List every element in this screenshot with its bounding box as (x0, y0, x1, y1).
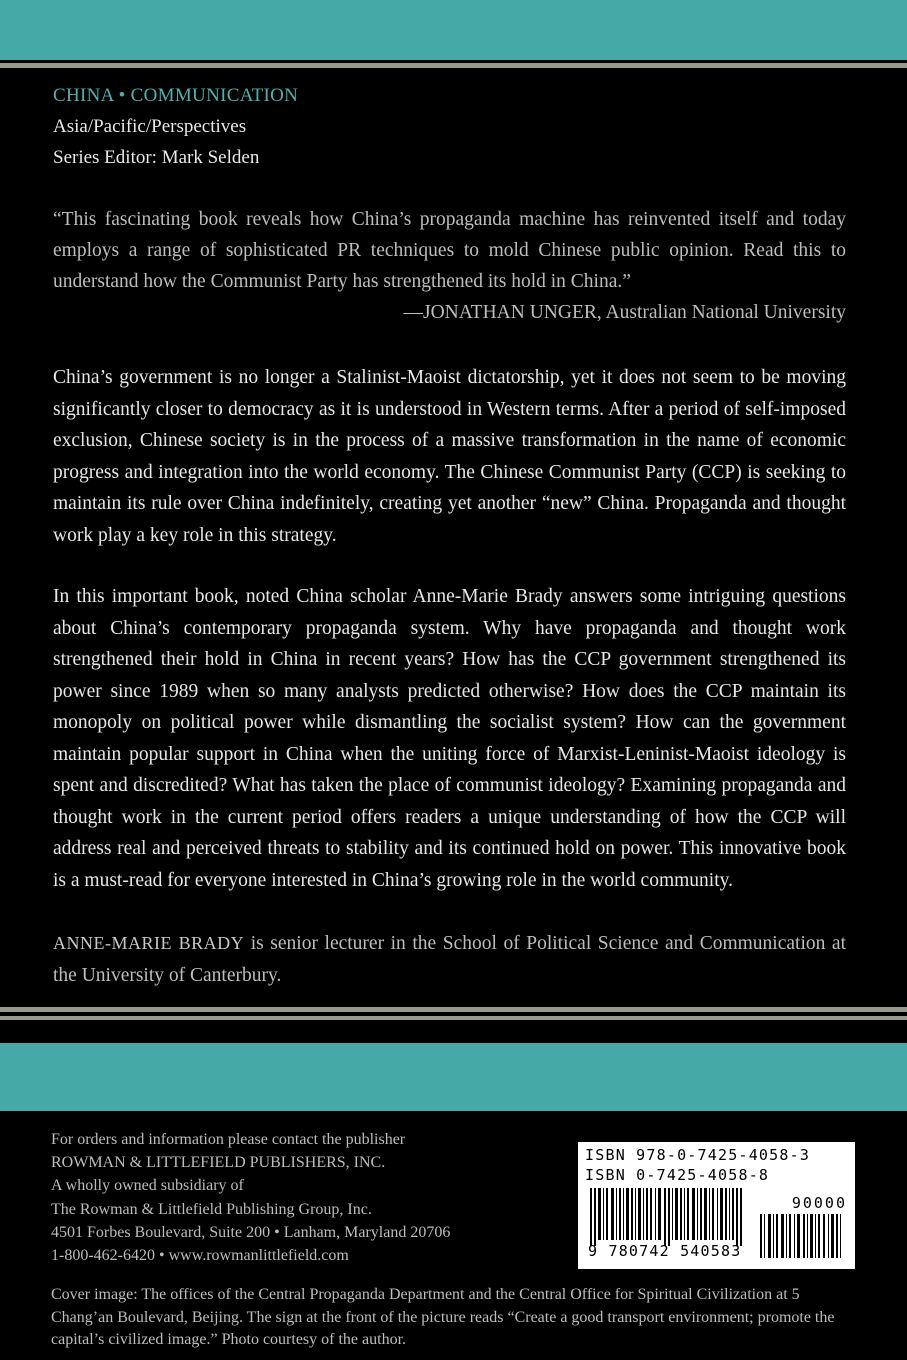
isbn-10-text: ISBN 0-7425-4058-8 (585, 1166, 770, 1184)
publisher-line: ROWMAN & LITTLEFIELD PUBLISHERS, INC. (51, 1154, 386, 1172)
series-name: Asia/Pacific/Perspectives (53, 116, 247, 137)
endorsement-quote: “This fascinating book reveals how China’s propaganda machine has reinvented itself and today employs a range of sophisticated PR techniques to mold Chinese public opinion. Read this to understand how the Communist Party has strengthened its hold in China.” (53, 209, 846, 293)
publisher-line: 4501 Forbes Boulevard, Suite 200 • Lanham, Maryland 20706 (51, 1223, 451, 1241)
ean-digits: 9 780742 540583 (588, 1242, 742, 1260)
isbn-barcode (578, 1142, 855, 1269)
author-bio (53, 928, 846, 991)
publisher-line: The Rowman & Littlefield Publishing Group, Inc. (51, 1200, 372, 1218)
cover-image-credit: Cover image: The offices of the Central Propaganda Department and the Central Office for Spiritual Civilization at 5 Chang’an Boulevard, Beijing. The sign at the front of the picture reads “Create a good transport environment; promote the capital’s civilized image.” Photo courtesy of the author. (51, 1286, 835, 1348)
description-paragraph-2: In this important book, noted China scholar Anne-Marie Brady answers some intriguing questions about China’s contemporary propaganda system. Why have propaganda and thought work strengthened their hold in China in recent years? How has the CCP government strengthened its power since 1989 when so many analysts predicted otherwise? How does the CCP maintain its monopoly on political power while dismantling the socialist system? How can the government maintain popular support in China when the uniting force of Marxist-Leninist-Maoist ideology is spent and discredited? What has taken the place of communist ideology? Examining propaganda and thought work in the current period offers readers a unique understanding of how the CCP will address real and perceived threats to stability and its continued hold on power. This innovative book is a must-read for everyone interested in China’s growing role in the world community. (53, 586, 846, 891)
author-name: ANNE-MARIE BRADY (53, 933, 245, 953)
author-bio-text: is senior lecturer in the School of Political Science and Communication at the University of Canterbury. (53, 933, 846, 986)
publisher-info (51, 1128, 571, 1267)
ean-barcode-bars (586, 1188, 756, 1248)
series-editor: Series Editor: Mark Selden (53, 147, 260, 168)
price-code: 90000 (791, 1194, 847, 1212)
price-barcode-bars (758, 1214, 846, 1260)
top-teal-band (0, 0, 907, 60)
publisher-line: 1-800-462-6420 • www.rowmanlittlefield.com (51, 1247, 349, 1265)
lower-rule-bottom (0, 1016, 907, 1020)
publisher-line: For orders and information please contact the publisher (51, 1131, 406, 1148)
lower-rule-top (0, 1007, 907, 1012)
description-paragraph-1: China’s government is no longer a Stalinist-Maoist dictatorship, yet it does not seem to be moving significantly closer to democracy as it is understood in Western terms. After a period of self-imposed exclusion, Chinese society is in the process of a massive transformation in the name of economic progress and integration into the world economy. The Chinese Communist Party (CCP) is seeking to maintain its rule over China indefinitely, creating yet another “new” China. Propaganda and thought work play a key role in this strategy. (53, 367, 846, 546)
lower-teal-band (0, 1043, 907, 1111)
top-rule (0, 63, 907, 68)
series-header (53, 80, 853, 173)
isbn-13-text: ISBN 978-0-7425-4058-3 (585, 1146, 811, 1164)
endorsement-attribution: —JONATHAN UNGER, Australian National University (403, 302, 846, 323)
series-category: CHINA • COMMUNICATION (53, 85, 299, 106)
publisher-line: A wholly owned subsidiary of (51, 1177, 244, 1195)
